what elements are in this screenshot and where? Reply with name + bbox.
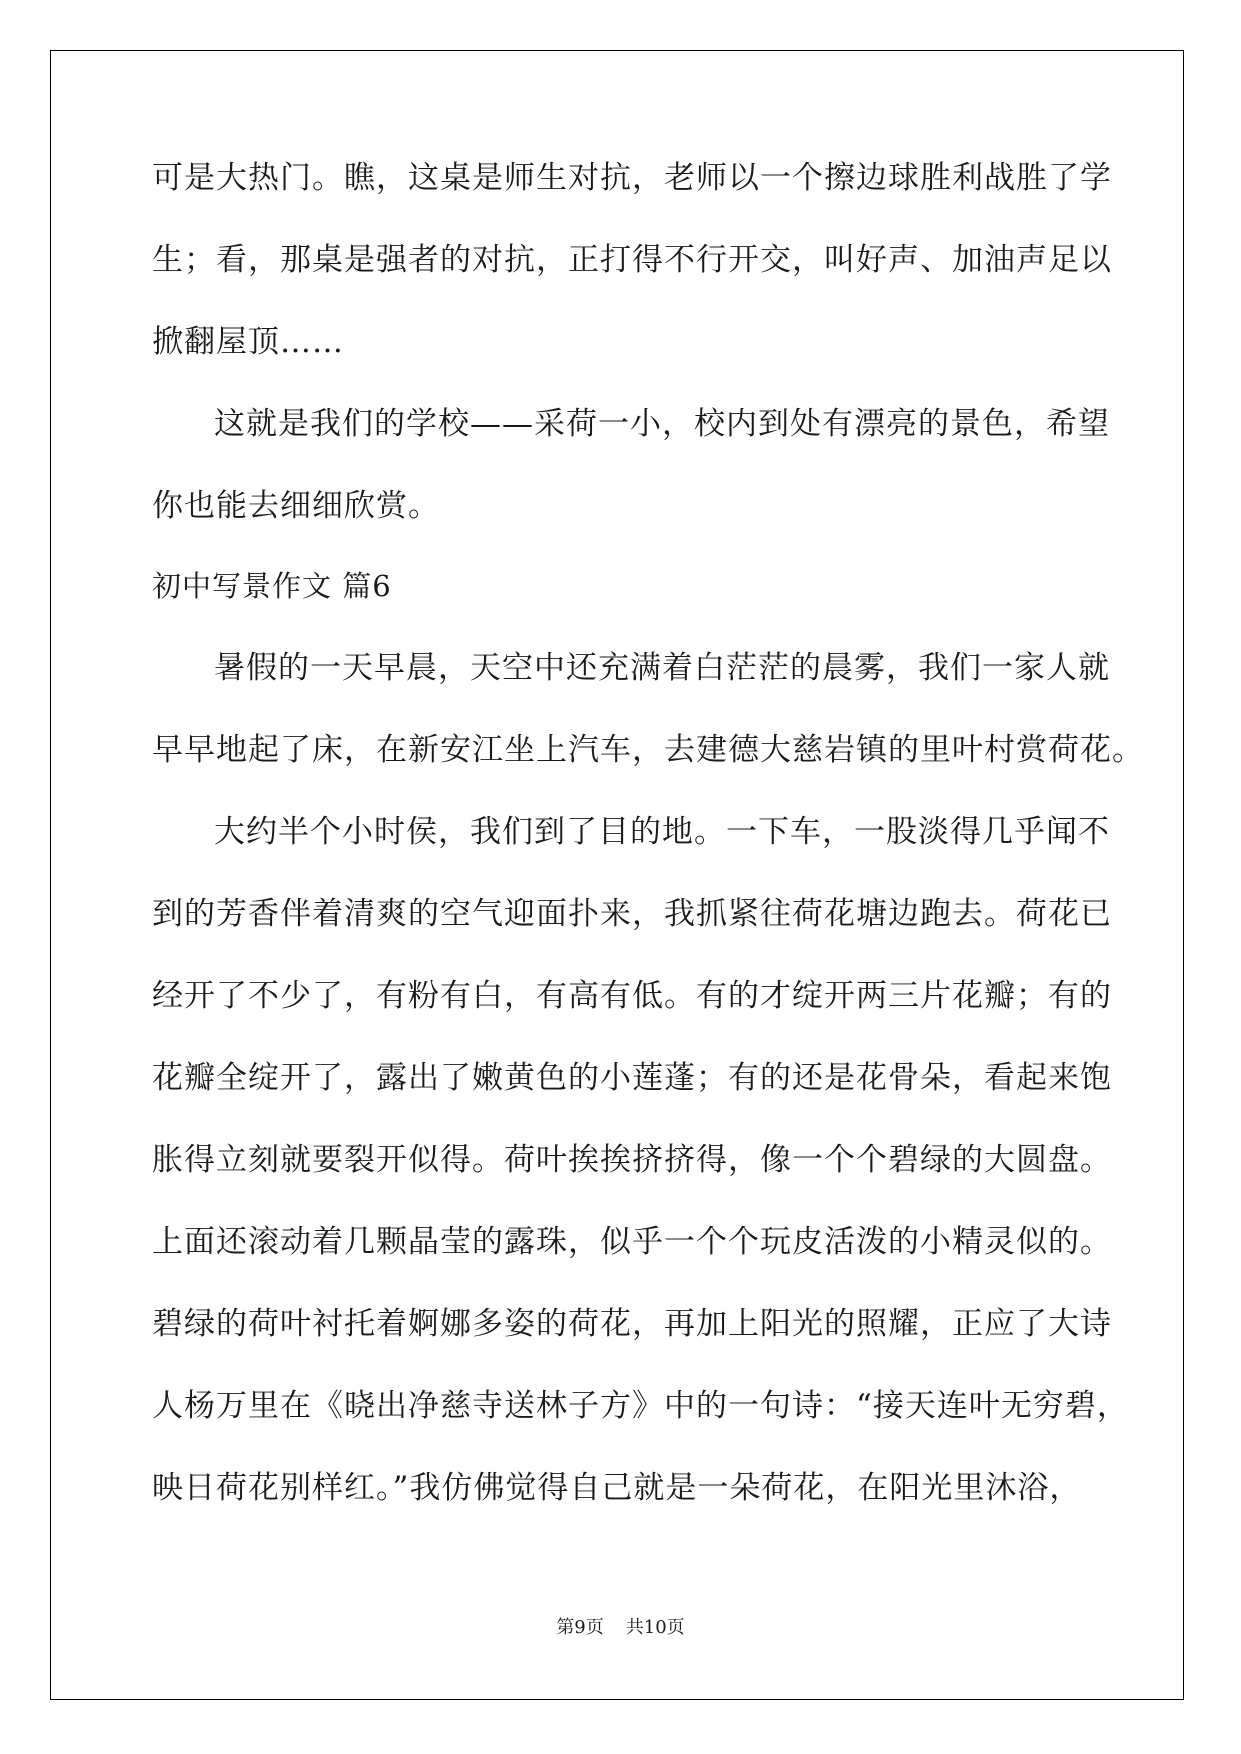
- page-total: 共10页: [625, 1617, 685, 1638]
- paragraph-line: 暑假的一天早晨，天空中还充满着白茫茫的晨雾，我们一家人就: [214, 650, 1110, 686]
- paragraph-line: 大约半个小时侯，我们到了目的地。一下车，一股淡得几乎闻不: [214, 814, 1110, 850]
- paragraph-line: 早早地起了床，在新安江坐上汽车，去建德大慈岩镇的里叶村赏荷花。: [152, 732, 1144, 768]
- paragraph-line: 人杨万里在《晓出净慈寺送林子方》中的一句诗：“接天连叶无穷碧，: [152, 1388, 1129, 1424]
- page-number: 第9页: [556, 1617, 604, 1638]
- paragraph-line: 上面还滚动着几颗晶莹的露珠，似乎一个个玩皮活泼的小精灵似的。: [152, 1224, 1112, 1260]
- paragraph-line: 生；看，那桌是强者的对抗，正打得不行开交，叫好声、加油声足以: [152, 242, 1112, 278]
- paragraph-line: 胀得立刻就要裂开似得。荷叶挨挨挤挤得，像一个个碧绿的大圆盘。: [152, 1142, 1112, 1178]
- paragraph-line: 映日荷花别样红。”我仿佛觉得自己就是一朵荷花，在阳光里沐浴，: [152, 1470, 1082, 1506]
- paragraph-line: 碧绿的荷叶衬托着婀娜多姿的荷花，再加上阳光的照耀，正应了大诗: [152, 1306, 1112, 1342]
- document-body: [152, 158, 1144, 1550]
- section-heading: 初中写景作文 篇6: [152, 569, 392, 603]
- paragraph-line: 经开了不少了，有粉有白，有高有低。有的才绽开两三片花瓣；有的: [152, 978, 1112, 1014]
- paragraph-line: 这就是我们的学校——采荷一小，校内到处有漂亮的景色，希望: [214, 406, 1110, 442]
- paragraph-line: 掀翻屋顶……: [152, 324, 344, 360]
- page-footer: [0, 1617, 1241, 1639]
- paragraph-line: 花瓣全绽开了，露出了嫩黄色的小莲蓬；有的还是花骨朵，看起来饱: [152, 1060, 1112, 1096]
- paragraph-line: 你也能去细细欣赏。: [152, 488, 440, 524]
- paragraph-line: 到的芳香伴着清爽的空气迎面扑来，我抓紧往荷花塘边跑去。荷花已: [152, 896, 1112, 932]
- paragraph-line: 可是大热门。瞧，这桌是师生对抗，老师以一个擦边球胜利战胜了学: [152, 160, 1112, 196]
